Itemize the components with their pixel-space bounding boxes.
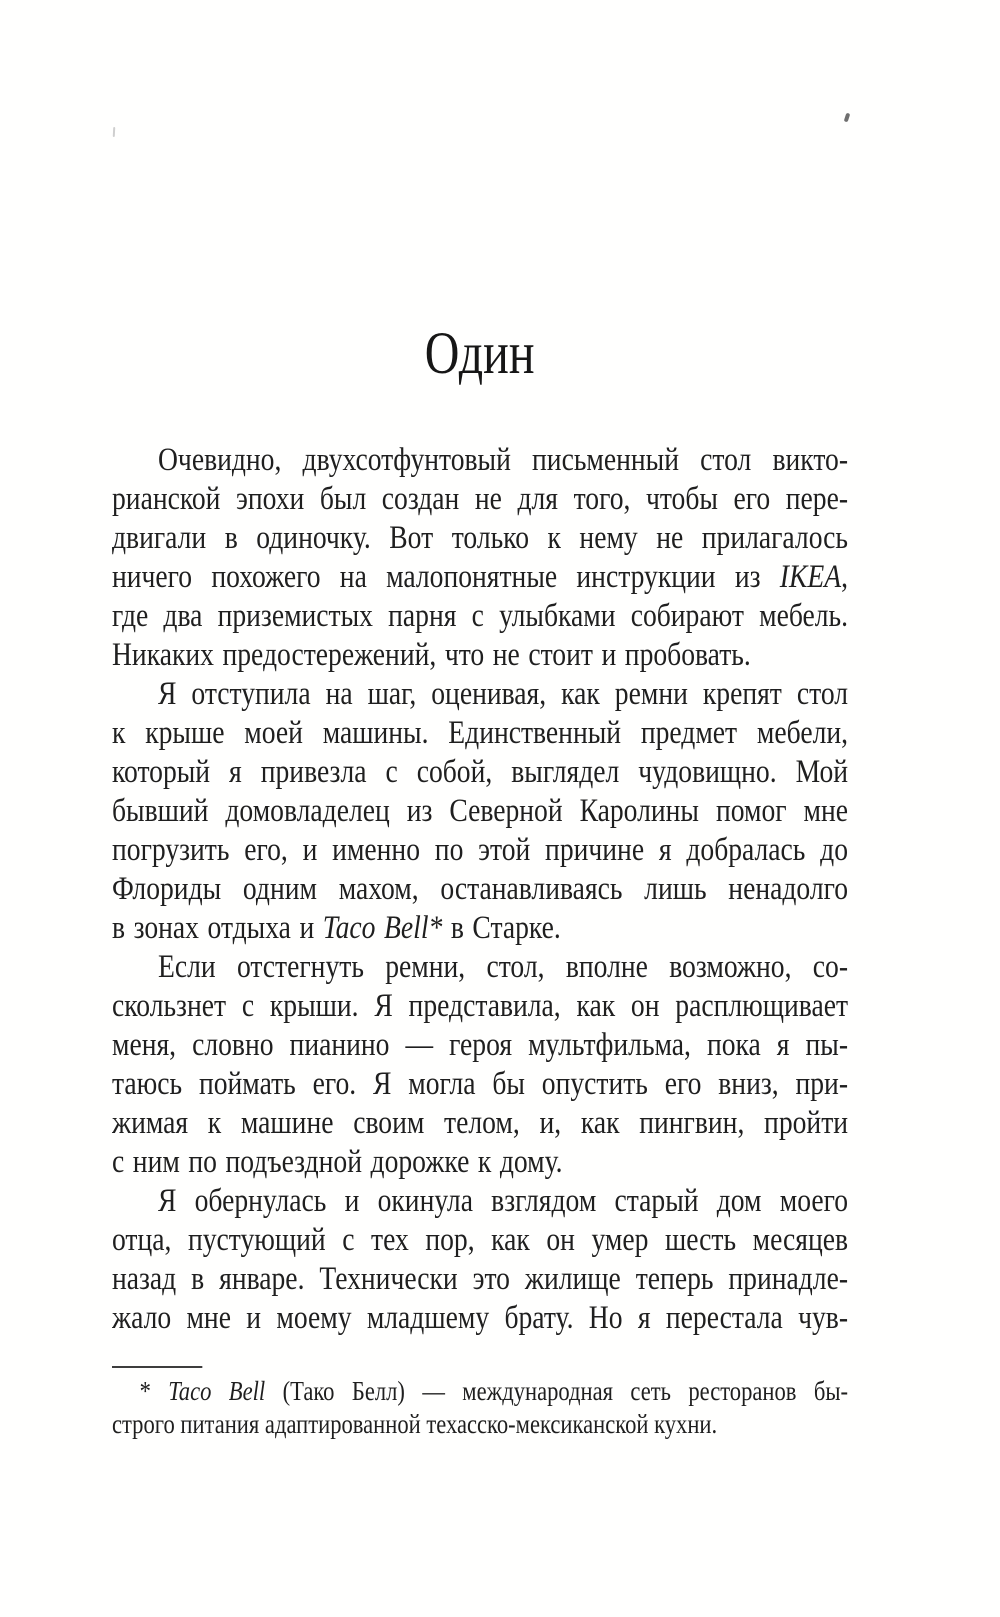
text-segment: погрузить его, и именно по этой причине я добралась до [112,832,849,868]
footnote-divider [112,1366,202,1368]
body-text-line [112,675,848,714]
text-segment: таюсь поймать его. Я могла бы опустить его вниз, при- [112,1066,849,1102]
body-text [112,441,849,1439]
text-segment: жало мне и моему младшему брату. Но я перестала чув- [112,1300,849,1336]
footnote-line [112,1375,848,1408]
body-text-line [112,1221,848,1260]
text-segment: * [139,1376,169,1406]
body-text-line [112,636,848,675]
body-text-line [112,597,848,636]
body-text-line [112,714,848,753]
text-segment: ничего похожего на малопонятные инструкции из [112,559,780,595]
text-segment: Я обернулась и окинула взглядом старый дом моего [158,1183,849,1219]
text-segment: к крыше моей машины. Единственный предмет мебели, [112,715,849,751]
text-segment: Никаких предостережений, что не стоит и пробовать. [112,637,751,673]
body-text-line [112,519,848,558]
body-text-line [112,558,848,597]
body-text-line [112,1299,848,1338]
body-text-line [112,792,848,831]
text-segment: строго питания адаптированной техасско-мексиканской кухни. [112,1409,718,1439]
text-segment: меня, словно пианино — героя мультфильма, пока я пы- [112,1027,849,1063]
body-text-line [112,1104,848,1143]
body-text-line [112,909,848,948]
body-text-line [112,1182,848,1221]
body-text-line [112,1065,848,1104]
body-text-line [112,1026,848,1065]
chapter-title: Один [425,320,535,386]
footnote-line [112,1408,848,1441]
scan-speck-left [113,127,116,137]
text-segment: Очевидно, двухсотфунтовый письменный стол викто- [158,442,849,478]
text-segment: , [841,559,849,595]
text-segment: бывший домовладелец из Северной Каролины помог мне [112,793,849,829]
body-text-line [112,1260,848,1299]
text-segment: назад в январе. Технически это жилище теперь принадле- [112,1261,849,1297]
scan-speck-right [844,113,851,123]
text-segment: жимая к машине своим телом, и, как пингвин, пройти [112,1105,849,1141]
text-segment: в Старке. [442,910,561,946]
body-text-line [112,441,848,480]
text-segment: Я отступила на шаг, оценивая, как ремни крепят стол [158,676,849,712]
text-segment: (Тако Белл) — международная сеть ресторанов бы- [265,1376,849,1406]
body-text-line [112,480,848,519]
italic-text: Taco Bell [168,1376,266,1406]
footnote [112,1375,848,1441]
text-segment: рианской эпохи был создан не для того, чтобы его пере- [112,481,849,517]
text-segment: где два приземистых парня с улыбками собирают мебель. [112,598,849,634]
text-segment: Флориды одним махом, останавливаясь лишь ненадолго [112,871,849,907]
text-segment: отца, пустующий с тех пор, как он умер шесть месяцев [112,1222,849,1258]
body-text-line [112,948,848,987]
text-segment: который я привезла с собой, выглядел чудовищно. Мой [112,754,849,790]
chapter-title-row [112,321,848,385]
italic-text: Taco Bell* [322,910,443,946]
italic-text: IKEA [779,559,842,595]
body-text-line [112,831,848,870]
text-segment: Если отстегнуть ремни, стол, вполне возможно, со- [158,949,849,985]
body-text-line [112,1143,848,1182]
body-text-line [112,870,848,909]
text-segment: двигали в одиночку. Вот только к нему не прилагалось [112,520,849,556]
body-text-line [112,753,848,792]
text-segment: скользнет с крыши. Я представила, как он расплющивает [112,988,849,1024]
body-text-line [112,987,848,1026]
text-segment: с ним по подъездной дорожке к дому. [112,1144,563,1180]
text-segment: в зонах отдыха и [112,910,323,946]
